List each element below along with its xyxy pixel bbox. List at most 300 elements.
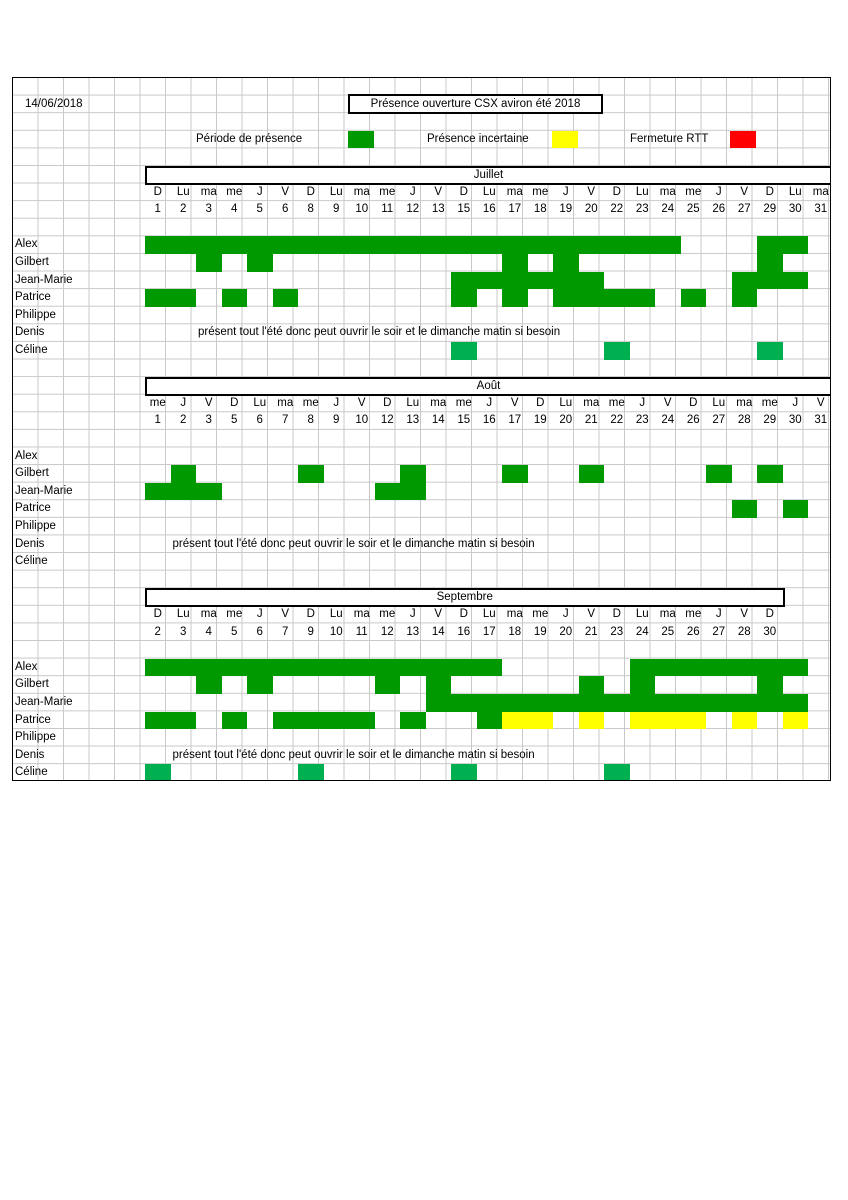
day-label: ma [353, 608, 370, 620]
presence-cell [400, 236, 426, 254]
presence-cell [451, 289, 477, 307]
presence-cell [528, 712, 554, 730]
day-label: Lu [176, 185, 190, 198]
date-label: 5 [231, 625, 238, 638]
day-label: me [532, 608, 549, 620]
presence-cell [273, 289, 299, 307]
date-label: 3 [205, 203, 212, 216]
presence-cell [604, 289, 630, 307]
date-label: 29 [763, 203, 777, 216]
person-name: Jean-Marie [15, 484, 73, 497]
date-label: 12 [380, 625, 394, 638]
presence-cell [706, 465, 732, 483]
legend-swatch-0 [348, 131, 374, 149]
person-name: Céline [15, 766, 48, 779]
presence-cell [349, 236, 375, 254]
presence-cell [579, 236, 605, 254]
person-name: Philippe [15, 520, 56, 532]
presence-cell [145, 289, 171, 307]
presence-cell [324, 659, 350, 677]
presence-cell [706, 694, 732, 712]
presence-cell [732, 289, 758, 307]
day-label: ma [506, 608, 523, 620]
day-label: J [792, 396, 799, 409]
presence-cell [298, 465, 324, 483]
presence-cell [145, 712, 171, 730]
day-label: J [486, 396, 493, 409]
presence-cell [579, 289, 605, 307]
date-label: 11 [355, 625, 368, 638]
day-label: Lu [482, 185, 496, 198]
day-label: V [587, 185, 596, 198]
day-label: me [761, 396, 778, 409]
presence-cell [528, 694, 554, 712]
day-label: V [357, 396, 366, 409]
day-label: J [409, 608, 416, 620]
day-label: D [765, 185, 774, 198]
date-label: 19 [559, 203, 573, 216]
presence-cell [553, 236, 579, 254]
presence-cell [783, 272, 809, 290]
presence-cell [757, 694, 783, 712]
date-label: 28 [737, 625, 751, 638]
date-label: 16 [457, 625, 471, 638]
date-label: 8 [307, 414, 314, 427]
day-label: J [715, 608, 722, 620]
month-title-2: Septembre [145, 588, 785, 607]
date-label: 11 [381, 203, 394, 216]
presence-cell [196, 659, 222, 677]
day-label: ma [812, 185, 829, 198]
presence-cell [502, 236, 528, 254]
presence-cell [553, 694, 579, 712]
presence-cell [375, 659, 401, 677]
day-label: D [765, 608, 774, 620]
day-label: D [612, 608, 621, 620]
presence-cell [681, 289, 707, 307]
presence-cell [400, 712, 426, 730]
presence-cell [247, 659, 273, 677]
person-name: Patrice [15, 291, 51, 304]
date-label: 18 [533, 203, 547, 216]
day-label: Lu [329, 185, 343, 198]
day-label: me [608, 396, 625, 409]
presence-cell [196, 236, 222, 254]
presence-cell [196, 676, 222, 694]
date-label: 2 [154, 625, 161, 638]
person-name: Jean-Marie [15, 273, 73, 286]
date-label: 25 [661, 625, 675, 638]
day-label: J [256, 608, 263, 620]
presence-cell [477, 694, 503, 712]
spreadsheet [12, 77, 831, 781]
presence-cell [783, 659, 809, 677]
person-name: Jean-Marie [15, 696, 73, 708]
day-label: V [740, 608, 749, 620]
presence-cell [171, 483, 197, 501]
date-label: 20 [559, 625, 573, 638]
day-label: Lu [329, 608, 343, 620]
person-name: Alex [15, 660, 38, 673]
day-label: me [226, 185, 243, 198]
day-label: J [562, 185, 569, 198]
presence-cell [222, 289, 248, 307]
day-label: me [302, 396, 319, 409]
presence-cell [528, 272, 554, 290]
day-label: V [510, 396, 519, 409]
date-label: 26 [712, 203, 726, 216]
denis-note: présent tout l'été donc peut ouvrir le soir et le dimanche matin si besoin [198, 326, 561, 339]
day-label: D [536, 396, 545, 409]
presence-cell [196, 483, 222, 501]
presence-cell [579, 712, 605, 730]
presence-cell [196, 254, 222, 272]
presence-cell [502, 465, 528, 483]
presence-cell [757, 659, 783, 677]
presence-cell [273, 712, 299, 730]
date-label: 14 [431, 414, 445, 427]
date-label: 5 [231, 414, 238, 427]
day-label: ma [736, 396, 753, 409]
presence-cell [502, 254, 528, 272]
presence-cell [451, 659, 477, 677]
presence-cell [400, 659, 426, 677]
person-name: Denis [15, 326, 45, 339]
presence-cell [732, 272, 758, 290]
presence-cell [222, 236, 248, 254]
month-title-0: Juillet [145, 166, 831, 185]
day-label: D [153, 608, 162, 620]
date-label: 26 [686, 414, 700, 427]
day-label: ma [583, 396, 600, 409]
presence-cell [732, 500, 758, 518]
presence-cell [681, 694, 707, 712]
date-label: 25 [686, 203, 700, 216]
presence-cell [247, 236, 273, 254]
presence-cell [604, 764, 630, 781]
date-label: 21 [584, 414, 598, 427]
presence-cell [579, 272, 605, 290]
presence-cell [451, 764, 477, 781]
day-label: Lu [406, 396, 420, 409]
date-label: 27 [737, 203, 751, 216]
day-label: ma [659, 608, 676, 620]
date-label: 9 [333, 203, 340, 216]
presence-cell [298, 712, 324, 730]
day-label: me [455, 396, 472, 409]
presence-cell [757, 676, 783, 694]
day-label: ma [277, 396, 294, 409]
date-label: 7 [282, 414, 289, 427]
day-label: D [689, 396, 698, 409]
presence-cell [579, 694, 605, 712]
presence-cell [681, 712, 707, 730]
date-label: 28 [737, 414, 751, 427]
day-label: Lu [635, 185, 649, 198]
date-label: 10 [329, 625, 343, 638]
day-label: Lu [712, 396, 726, 409]
presence-cell [222, 712, 248, 730]
presence-cell [145, 236, 171, 254]
presence-cell [757, 272, 783, 290]
day-label: me [379, 608, 396, 620]
presence-cell [502, 272, 528, 290]
presence-cell [375, 483, 401, 501]
presence-cell [655, 712, 681, 730]
presence-cell [171, 712, 197, 730]
day-label: V [587, 608, 596, 620]
day-label: Lu [788, 185, 802, 198]
denis-note: présent tout l'été donc peut ouvrir le soir et le dimanche matin si besoin [172, 537, 535, 550]
day-label: me [149, 396, 166, 409]
header-date: 14/06/2018 [25, 97, 83, 110]
person-name: Patrice [15, 713, 51, 726]
date-label: 4 [231, 203, 238, 216]
day-label: D [383, 396, 392, 409]
date-label: 23 [635, 414, 649, 427]
person-name: Philippe [15, 308, 56, 321]
presence-cell [451, 694, 477, 712]
day-label: D [306, 185, 315, 198]
presence-cell [375, 676, 401, 694]
presence-cell [757, 254, 783, 272]
presence-cell [400, 465, 426, 483]
date-label: 22 [610, 414, 624, 427]
date-label: 3 [180, 625, 187, 638]
date-label: 29 [763, 414, 777, 427]
day-label: ma [659, 185, 676, 198]
day-label: V [740, 185, 749, 198]
date-label: 13 [431, 203, 445, 216]
presence-cell [298, 659, 324, 677]
date-label: 24 [661, 414, 675, 427]
date-label: 6 [282, 203, 289, 216]
presence-cell [630, 712, 656, 730]
person-name: Alex [15, 238, 38, 251]
day-label: V [204, 396, 213, 409]
date-label: 8 [307, 203, 314, 216]
presence-cell [655, 694, 681, 712]
presence-cell [553, 272, 579, 290]
date-label: 17 [508, 203, 522, 216]
presence-cell [604, 236, 630, 254]
date-label: 24 [661, 203, 675, 216]
day-label: Lu [253, 396, 267, 409]
presence-cell [553, 254, 579, 272]
date-label: 19 [533, 625, 547, 638]
presence-cell [451, 236, 477, 254]
presence-cell [375, 236, 401, 254]
day-label: D [612, 185, 621, 198]
day-label: J [639, 396, 646, 409]
date-label: 27 [712, 414, 726, 427]
day-label: me [685, 185, 702, 198]
day-label: ma [506, 185, 523, 198]
day-label: me [532, 185, 549, 198]
day-label: me [226, 608, 243, 620]
presence-cell [426, 694, 452, 712]
person-name: Denis [15, 748, 45, 761]
day-label: D [230, 396, 239, 409]
presence-cell [426, 676, 452, 694]
presence-cell [273, 659, 299, 677]
date-label: 12 [380, 414, 394, 427]
presence-cell [502, 712, 528, 730]
day-label: V [434, 185, 443, 198]
date-label: 15 [457, 203, 471, 216]
date-label: 30 [763, 625, 777, 638]
date-label: 14 [431, 625, 445, 638]
presence-cell [477, 236, 503, 254]
presence-cell [732, 659, 758, 677]
date-label: 15 [457, 414, 471, 427]
presence-cell [222, 659, 248, 677]
day-label: D [459, 185, 468, 198]
date-label: 5 [256, 203, 263, 216]
day-label: Lu [635, 608, 649, 620]
denis-note: présent tout l'été donc peut ouvrir le soir et le dimanche matin si besoin [172, 748, 535, 761]
presence-cell [757, 342, 783, 360]
legend-swatch-2 [730, 131, 756, 149]
presence-cell [324, 236, 350, 254]
date-label: 16 [482, 203, 496, 216]
day-label: V [663, 396, 672, 409]
presence-cell [706, 659, 732, 677]
date-label: 9 [307, 625, 314, 638]
presence-cell [630, 236, 656, 254]
presence-cell [171, 659, 197, 677]
day-label: me [685, 608, 702, 620]
presence-cell [579, 676, 605, 694]
date-label: 31 [814, 203, 828, 216]
day-label: me [379, 185, 396, 198]
date-label: 27 [712, 625, 726, 638]
presence-cell [502, 694, 528, 712]
date-label: 17 [508, 414, 522, 427]
presence-cell [630, 659, 656, 677]
presence-cell [426, 659, 452, 677]
date-label: 20 [559, 414, 573, 427]
day-label: V [281, 608, 290, 620]
date-label: 26 [686, 625, 700, 638]
presence-cell [145, 659, 171, 677]
presence-cell [451, 342, 477, 360]
date-label: 1 [154, 414, 161, 427]
presence-cell [783, 694, 809, 712]
person-name: Gilbert [15, 467, 49, 480]
person-name: Gilbert [15, 678, 49, 691]
presence-cell [171, 236, 197, 254]
person-name: Céline [15, 344, 48, 356]
day-label: ma [430, 396, 447, 409]
presence-cell [145, 764, 171, 781]
date-label: 30 [788, 203, 802, 216]
presence-cell [681, 659, 707, 677]
presence-cell [579, 465, 605, 483]
presence-cell [298, 236, 324, 254]
date-label: 21 [584, 625, 598, 638]
day-label: Lu [559, 396, 573, 409]
date-label: 9 [333, 414, 340, 427]
date-label: 31 [814, 414, 828, 427]
presence-cell [732, 712, 758, 730]
day-label: J [562, 608, 569, 620]
day-label: D [306, 608, 315, 620]
presence-cell [477, 712, 503, 730]
month-title-1: Août [145, 377, 831, 396]
legend-label-0: Période de présence [196, 132, 303, 145]
date-label: 16 [482, 414, 496, 427]
person-name: Céline [15, 555, 48, 568]
presence-cell [477, 272, 503, 290]
presence-cell [732, 694, 758, 712]
day-label: J [180, 396, 187, 409]
day-label: V [434, 608, 443, 620]
presence-cell [604, 694, 630, 712]
legend-label-2: Fermeture RTT [630, 132, 709, 145]
presence-cell [247, 676, 273, 694]
presence-cell [783, 236, 809, 254]
date-label: 4 [205, 625, 212, 638]
date-label: 6 [256, 414, 263, 427]
presence-cell [757, 465, 783, 483]
presence-cell [630, 694, 656, 712]
day-label: V [281, 185, 290, 198]
presence-cell [247, 254, 273, 272]
presence-cell [171, 289, 197, 307]
date-label: 1 [154, 203, 161, 216]
day-label: J [715, 185, 722, 198]
date-label: 19 [533, 414, 547, 427]
day-label: ma [200, 185, 217, 198]
date-label: 13 [406, 625, 420, 638]
person-name: Philippe [15, 731, 56, 744]
date-label: 12 [406, 203, 420, 216]
day-label: D [153, 185, 162, 198]
person-name: Alex [15, 449, 38, 462]
date-label: 23 [635, 203, 649, 216]
presence-cell [298, 764, 324, 781]
date-label: 13 [406, 414, 420, 427]
presence-cell [349, 712, 375, 730]
presence-cell [349, 659, 375, 677]
date-label: 30 [788, 414, 802, 427]
presence-cell [451, 272, 477, 290]
day-label: Lu [482, 608, 496, 620]
presence-cell [783, 712, 809, 730]
day-label: ma [353, 185, 370, 198]
date-label: 2 [180, 203, 187, 216]
presence-cell [783, 500, 809, 518]
date-label: 2 [180, 414, 187, 427]
presence-cell [630, 289, 656, 307]
day-label: J [409, 185, 416, 198]
date-label: 23 [610, 625, 624, 638]
presence-cell [502, 289, 528, 307]
date-label: 17 [482, 625, 496, 638]
legend-label-1: Présence incertaine [427, 132, 529, 145]
presence-cell [273, 236, 299, 254]
presence-cell [655, 659, 681, 677]
presence-cell [426, 236, 452, 254]
person-name: Denis [15, 537, 45, 550]
presence-cell [171, 465, 197, 483]
presence-cell [145, 483, 171, 501]
day-label: J [333, 396, 340, 409]
date-label: 6 [256, 625, 263, 638]
day-label: V [816, 396, 825, 409]
presence-cell [400, 483, 426, 501]
